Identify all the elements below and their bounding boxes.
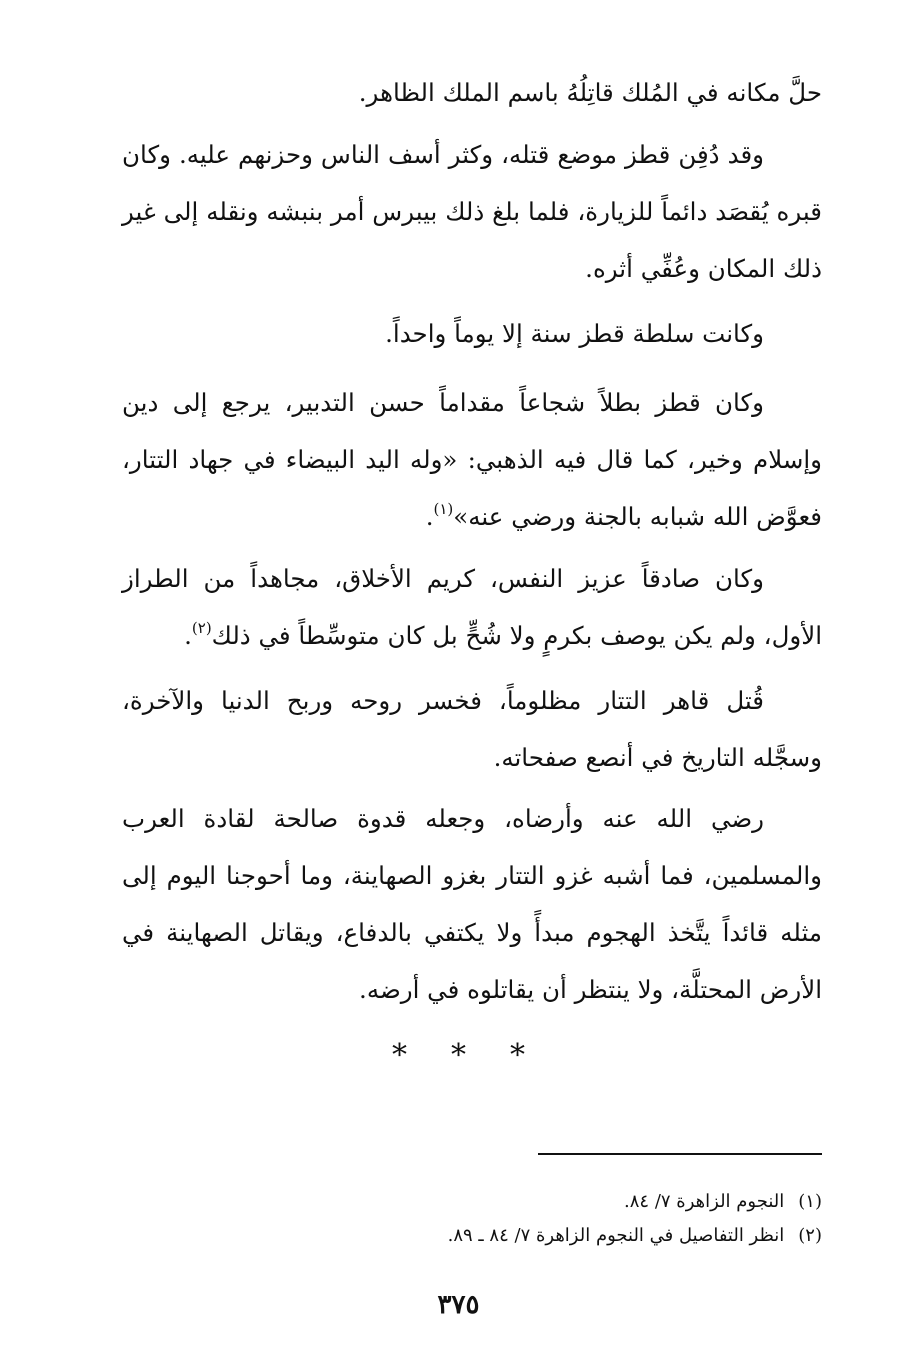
paragraph-continuation: [122, 64, 822, 121]
footnote-text: النجوم الزاهرة ٧/ ٨٤.: [624, 1191, 785, 1212]
paragraph-death: [122, 672, 822, 786]
footnote-divider: [538, 1153, 822, 1155]
paragraph-text: حلَّ مكانه في المُلك قاتِلُهُ باسم الملك الظاهر.: [358, 78, 822, 107]
footnote-reference-1[interactable]: (١): [433, 500, 454, 518]
paragraph-qualities: [122, 374, 822, 545]
page-number: ٣٧٥: [437, 1290, 480, 1320]
asterisk-icon: *: [510, 1038, 525, 1073]
paragraph-reign: [122, 305, 822, 362]
paragraph-text: رضي الله عنه وأرضاه، وجعله قدوة صالحة لقادة العرب والمسلمين، فما أشبه غزو التتار بغزو الصهاينة، وما أحوجنا اليوم إلى مثله قائداً يتَّخذ الهجوم مبدأً ولا يكتفي بالدفاع، ويقاتل الصهاينة في الأرض المحتلَّة، ولا ينتظر أن يقاتلوه في أرضه.: [122, 804, 822, 1004]
paragraph-end: .: [425, 502, 434, 531]
paragraph-burial: [122, 126, 822, 297]
paragraph-text: وكان صادقاً عزيز النفس، كريم الأخلاق، مجاهداً من الطراز الأول، ولم يكن يوصف بكرمٍ ولا شُحٍّ بل كان متوسِّطاً في ذلك: [122, 564, 822, 650]
asterisk-icon: *: [392, 1038, 407, 1073]
footnote-reference-2[interactable]: (٢): [191, 619, 212, 637]
footnote-2: [122, 1222, 822, 1250]
paragraph-text: وقد دُفِن قطز موضع قتله، وكثر أسف الناس وحزنهم عليه. وكان قبره يُقصَد دائماً للزيارة، فلما بلغ ذلك بيبرس أمر بنبشه ونقله إلى غير ذلك المكان وعُفِّي أثره.: [122, 140, 822, 283]
section-separator: [0, 1038, 917, 1073]
footnote-text: انظر التفاصيل في النجوم الزاهرة ٧/ ٨٤ ـ ٨٩.: [447, 1225, 785, 1246]
paragraph-text: وكانت سلطة قطز سنة إلا يوماً واحداً.: [385, 319, 764, 348]
paragraph-text: قُتل قاهر التتار مظلوماً، فخسر روحه وربح الدنيا والآخرة، وسجَّله التاريخ في أنصع صفحاته.: [122, 686, 822, 772]
paragraph-end: .: [184, 621, 192, 650]
footnote-mark: (١): [798, 1191, 822, 1212]
paragraph-character: [122, 550, 822, 664]
paragraph-legacy: [122, 790, 822, 1018]
paragraph-text: وكان قطز بطلاً شجاعاً مقداماً حسن التدبير، يرجع إلى دين وإسلام وخير، كما قال فيه الذهبي: «وله اليد البيضاء في جهاد التتار، فعوَّض الله شبابه بالجنة ورضي عنه»: [122, 388, 822, 531]
footnote-1: [122, 1188, 822, 1216]
footnote-mark: (٢): [798, 1225, 822, 1246]
asterisk-icon: *: [451, 1038, 466, 1073]
